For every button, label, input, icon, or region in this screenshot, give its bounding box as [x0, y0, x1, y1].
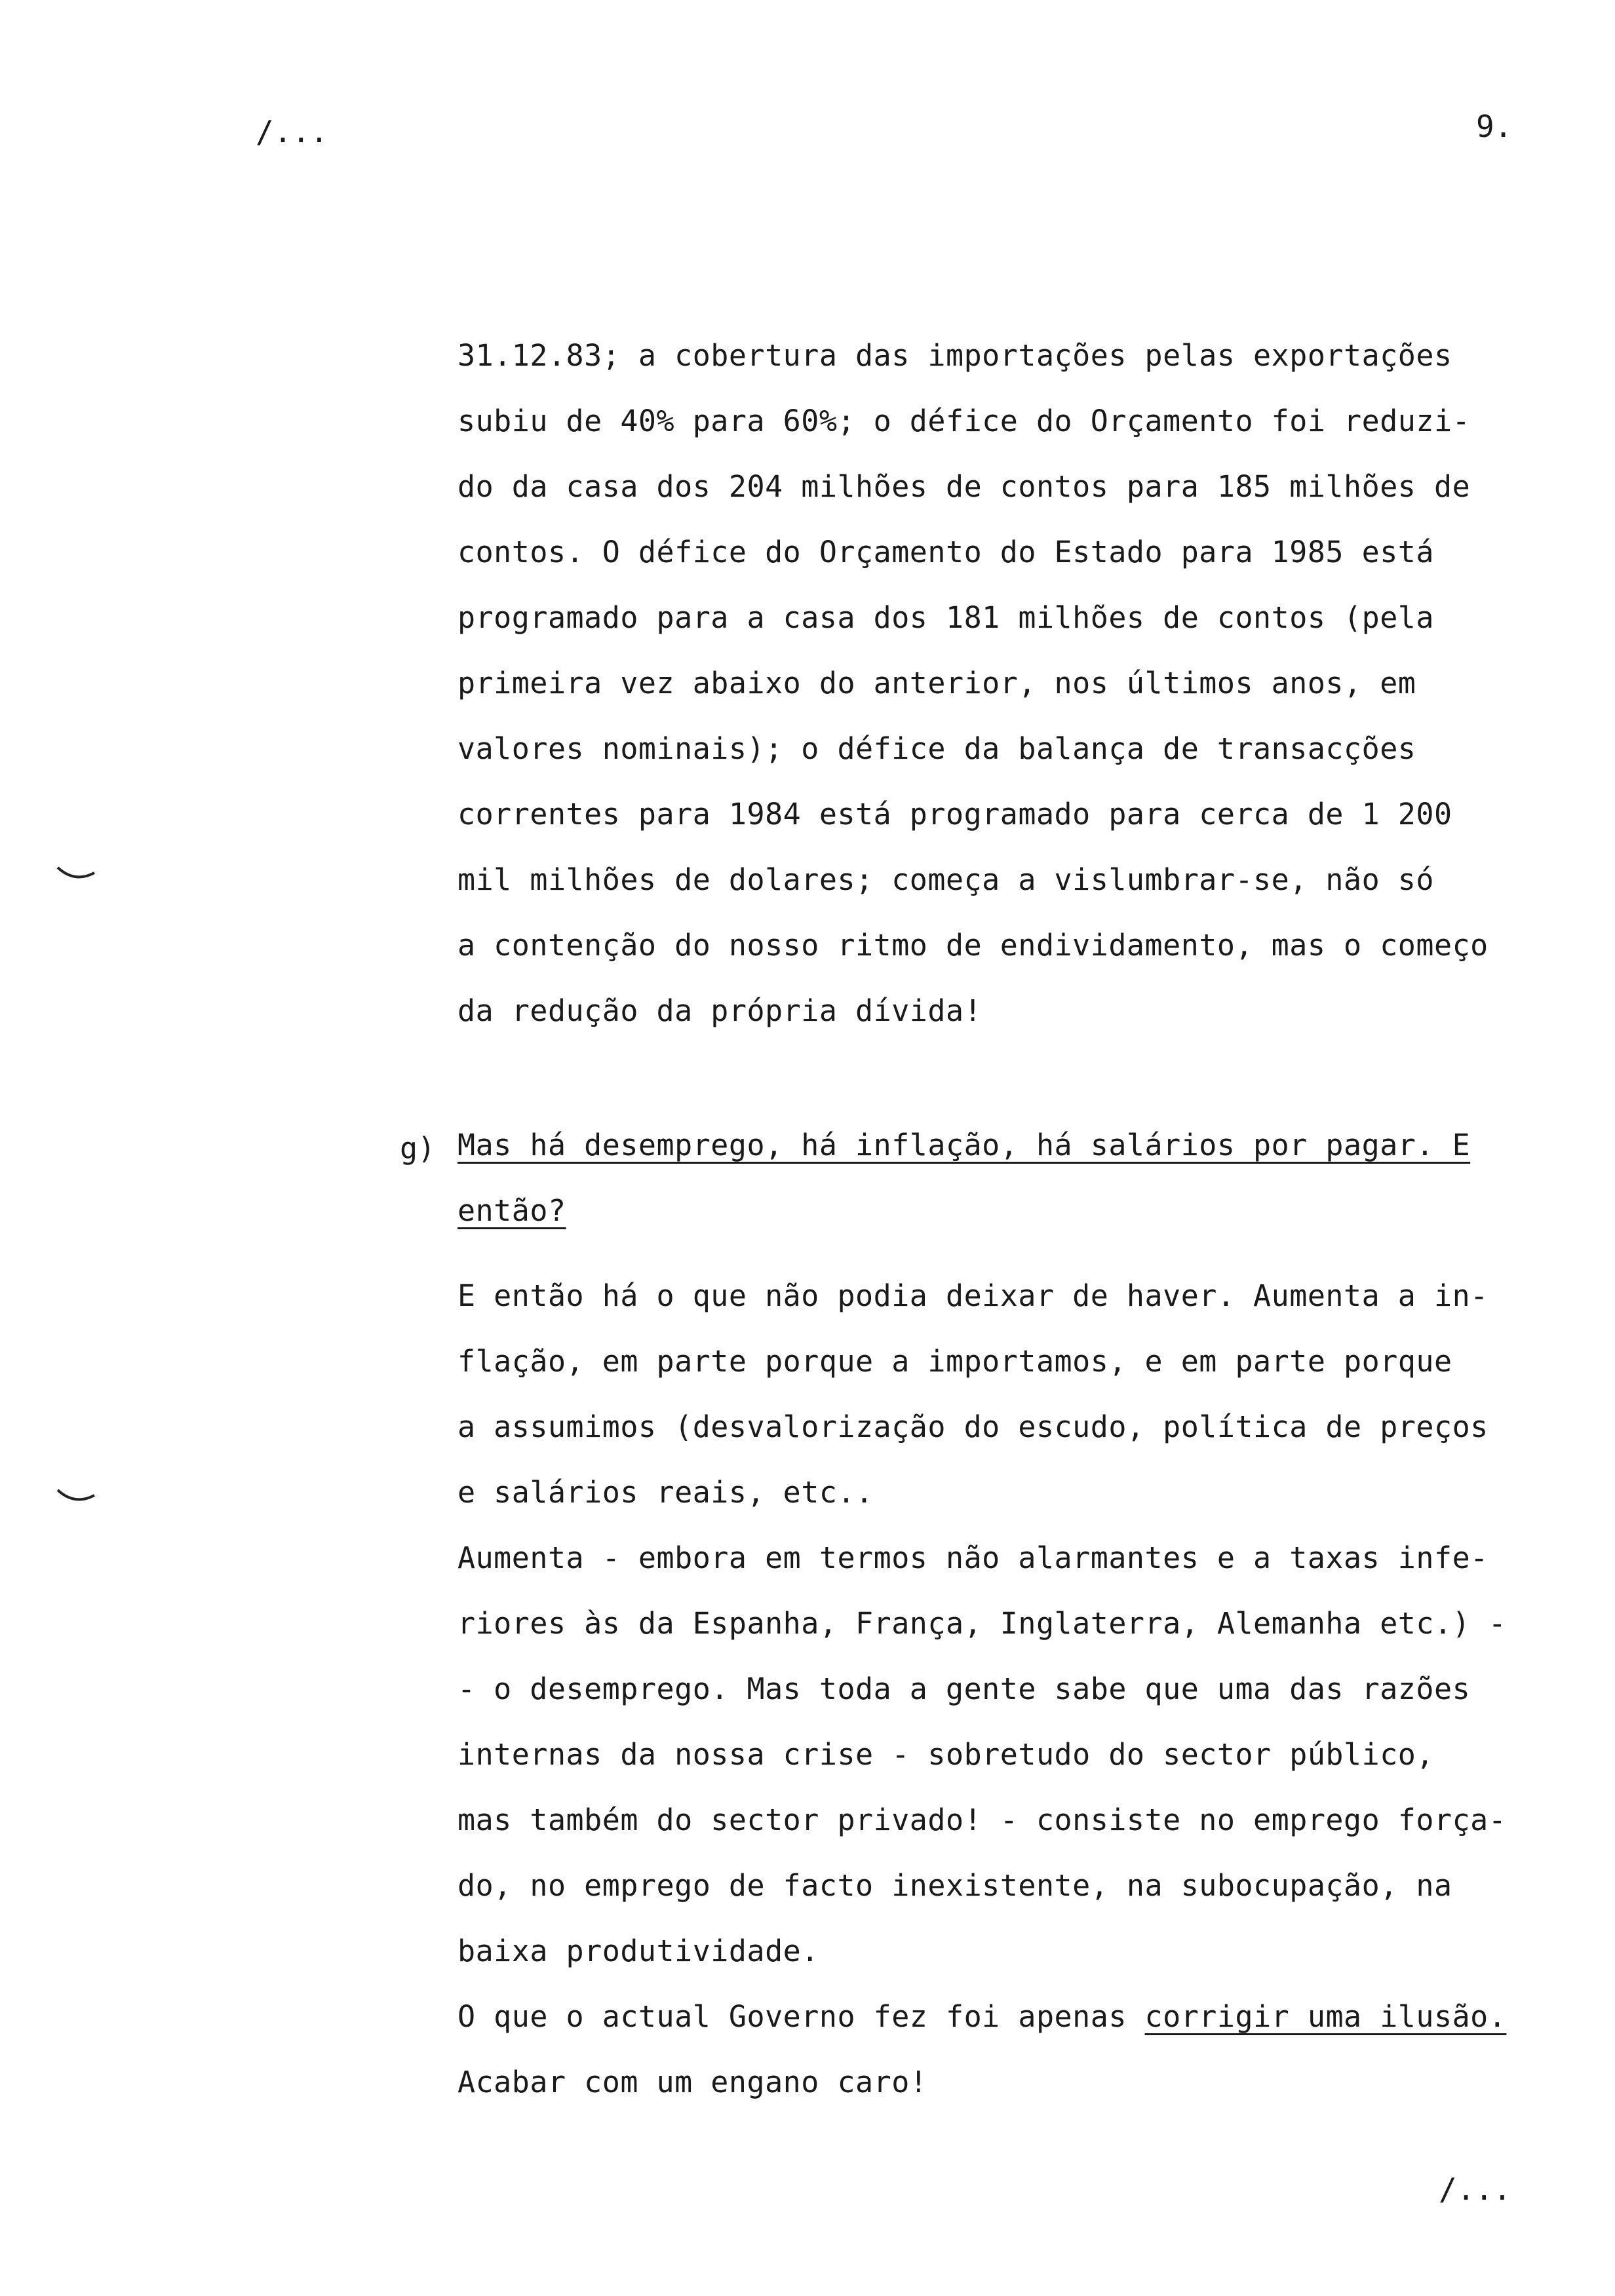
section-g-body-line: - o desemprego. Mas toda a gente sabe que uma das razões — [457, 1672, 1471, 1706]
conclusion-text: O que o actual Governo fez foi apenas — [457, 1999, 1145, 2034]
section-g-body-line: baixa produtividade. — [457, 1934, 819, 1968]
section-g-heading-line: então? — [457, 1193, 566, 1228]
hole-punch-mark — [55, 864, 97, 883]
paragraph-1-line: correntes para 1984 está programado para cerca de 1 200 — [457, 797, 1452, 832]
continuation-marker-top: /... — [256, 114, 328, 149]
paragraph-1-line: contos. O défice do Orçamento do Estado para 1985 está — [457, 535, 1434, 569]
paragraph-1-line: subiu de 40% para 60%; o défice do Orçamento foi reduzi- — [457, 404, 1471, 438]
paragraph-1-line: valores nominais); o défice da balança de transacções — [457, 731, 1416, 766]
section-g-body-line: Aumenta - embora em termos não alarmantes e a taxas infe- — [457, 1540, 1489, 1575]
paragraph-1-line: mil milhões de dolares; começa a vislumbrar-se, não só — [457, 862, 1434, 897]
paragraph-1-line: programado para a casa dos 181 milhões de contos (pela — [457, 600, 1434, 635]
section-g-body-line: a assumimos (desvalorização do escudo, política de preços — [457, 1409, 1489, 1444]
section-g-final-line: Acabar com um engano caro! — [457, 2065, 928, 2099]
section-g-body-line: internas da nossa crise - sobretudo do sector público, — [457, 1737, 1434, 1772]
page-number: 9. — [1476, 109, 1513, 144]
section-g-conclusion-line — [457, 1999, 1507, 2034]
section-g-label: g) — [400, 1131, 436, 1166]
hole-punch-mark — [55, 1486, 97, 1506]
section-g-body-line: do, no emprego de facto inexistente, na subocupação, na — [457, 1868, 1452, 1903]
continuation-marker-bottom: /... — [1439, 2172, 1511, 2207]
paragraph-1-line: do da casa dos 204 milhões de contos para 185 milhões de — [457, 469, 1471, 504]
paragraph-1-line: primeira vez abaixo do anterior, nos últimos anos, em — [457, 666, 1416, 700]
section-g-body-line: E então há o que não podia deixar de haver. Aumenta a in- — [457, 1278, 1489, 1313]
section-g-body-line: flação, em parte porque a importamos, e em parte porque — [457, 1344, 1452, 1379]
paragraph-1-line: 31.12.83; a cobertura das importações pelas exportações — [457, 338, 1452, 373]
section-g-body-line: mas também do sector privado! - consiste no emprego força- — [457, 1803, 1507, 1837]
paragraph-1-line: a contenção do nosso ritmo de endividamento, mas o começo — [457, 928, 1489, 963]
section-g-heading-line: Mas há desemprego, há inflação, há salários por pagar. E — [457, 1128, 1471, 1162]
paragraph-1-line: da redução da própria dívida! — [457, 993, 983, 1028]
section-g-body-line: e salários reais, etc.. — [457, 1475, 874, 1510]
conclusion-underlined-text: corrigir uma ilusão. — [1144, 1999, 1507, 2034]
section-g-body-line: riores às da Espanha, França, Inglaterra, Alemanha etc.) - — [457, 1606, 1507, 1641]
